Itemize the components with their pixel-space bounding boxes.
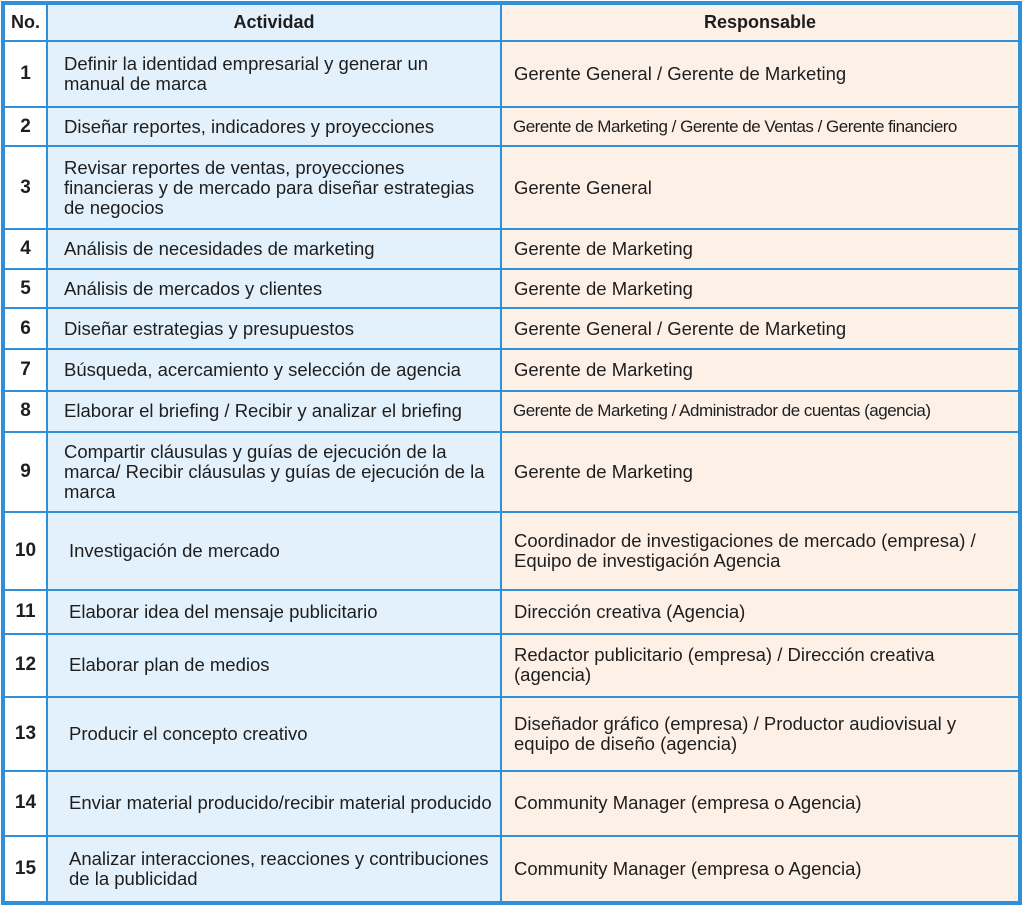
table-row xyxy=(4,308,1019,349)
row-number: 9 xyxy=(4,432,47,512)
responsible-cell: Diseñador gráfico (empresa) / Productor audiovisual y equipo de diseño (agencia) xyxy=(501,697,1019,771)
activity-cell: Elaborar plan de medios xyxy=(47,634,501,697)
responsible-cell: Redactor publicitario (empresa) / Dirección creativa (agencia) xyxy=(501,634,1019,697)
table-row xyxy=(4,634,1019,697)
row-number: 13 xyxy=(4,697,47,771)
table-row xyxy=(4,229,1019,269)
activity-cell: Análisis de necesidades de marketing xyxy=(47,229,501,269)
table-row xyxy=(4,146,1019,228)
responsible-cell: Gerente de Marketing xyxy=(501,349,1019,390)
header-responsible: Responsable xyxy=(501,4,1019,41)
responsible-cell: Dirección creativa (Agencia) xyxy=(501,590,1019,633)
table-row xyxy=(4,41,1019,107)
responsible-cell: Gerente de Marketing xyxy=(501,229,1019,269)
responsible-cell: Community Manager (empresa o Agencia) xyxy=(501,771,1019,835)
activity-cell: Diseñar reportes, indicadores y proyecciones xyxy=(47,107,501,146)
row-number: 14 xyxy=(4,771,47,835)
responsible-cell: Coordinador de investigaciones de mercado (empresa) / Equipo de investigación Agencia xyxy=(501,512,1019,590)
row-number: 11 xyxy=(4,590,47,633)
table-row xyxy=(4,836,1019,902)
activity-cell: Definir la identidad empresarial y generar un manual de marca xyxy=(47,41,501,107)
table-row xyxy=(4,269,1019,308)
table-row xyxy=(4,391,1019,432)
table-row xyxy=(4,349,1019,390)
table-row xyxy=(4,771,1019,835)
header-row xyxy=(4,4,1019,41)
responsible-cell: Gerente de Marketing xyxy=(501,432,1019,512)
table-row xyxy=(4,590,1019,633)
row-number: 15 xyxy=(4,836,47,902)
table-row xyxy=(4,697,1019,771)
row-number: 8 xyxy=(4,391,47,432)
responsible-cell: Gerente General / Gerente de Marketing xyxy=(501,41,1019,107)
row-number: 4 xyxy=(4,229,47,269)
table-row xyxy=(4,432,1019,512)
activities-table-container xyxy=(1,1,1022,905)
responsible-cell: Community Manager (empresa o Agencia) xyxy=(501,836,1019,902)
activity-cell: Análisis de mercados y clientes xyxy=(47,269,501,308)
header-no: No. xyxy=(4,4,47,41)
responsible-cell: Gerente de Marketing / Gerente de Ventas / Gerente financiero xyxy=(501,107,1019,146)
activity-cell: Elaborar el briefing / Recibir y analizar el briefing xyxy=(47,391,501,432)
activity-cell: Investigación de mercado xyxy=(47,512,501,590)
activity-cell: Revisar reportes de ventas, proyecciones financieras y de mercado para diseñar estrategias de negocios xyxy=(47,146,501,228)
table-row xyxy=(4,107,1019,146)
row-number: 10 xyxy=(4,512,47,590)
header-activity: Actividad xyxy=(47,4,501,41)
row-number: 1 xyxy=(4,41,47,107)
row-number: 3 xyxy=(4,146,47,228)
activity-cell: Enviar material producido/recibir material producido xyxy=(47,771,501,835)
responsible-cell: Gerente de Marketing xyxy=(501,269,1019,308)
row-number: 6 xyxy=(4,308,47,349)
activity-cell: Búsqueda, acercamiento y selección de agencia xyxy=(47,349,501,390)
activities-table xyxy=(3,3,1020,903)
activity-cell: Analizar interacciones, reacciones y contribuciones de la publicidad xyxy=(47,836,501,902)
responsible-cell: Gerente General / Gerente de Marketing xyxy=(501,308,1019,349)
responsible-cell: Gerente General xyxy=(501,146,1019,228)
row-number: 7 xyxy=(4,349,47,390)
row-number: 5 xyxy=(4,269,47,308)
row-number: 12 xyxy=(4,634,47,697)
activity-cell: Diseñar estrategias y presupuestos xyxy=(47,308,501,349)
activity-cell: Producir el concepto creativo xyxy=(47,697,501,771)
row-number: 2 xyxy=(4,107,47,146)
activity-cell: Compartir cláusulas y guías de ejecución de la marca/ Recibir cláusulas y guías de ejecución de la marca xyxy=(47,432,501,512)
activity-cell: Elaborar idea del mensaje publicitario xyxy=(47,590,501,633)
responsible-cell: Gerente de Marketing / Administrador de cuentas (agencia) xyxy=(501,391,1019,432)
table-row xyxy=(4,512,1019,590)
